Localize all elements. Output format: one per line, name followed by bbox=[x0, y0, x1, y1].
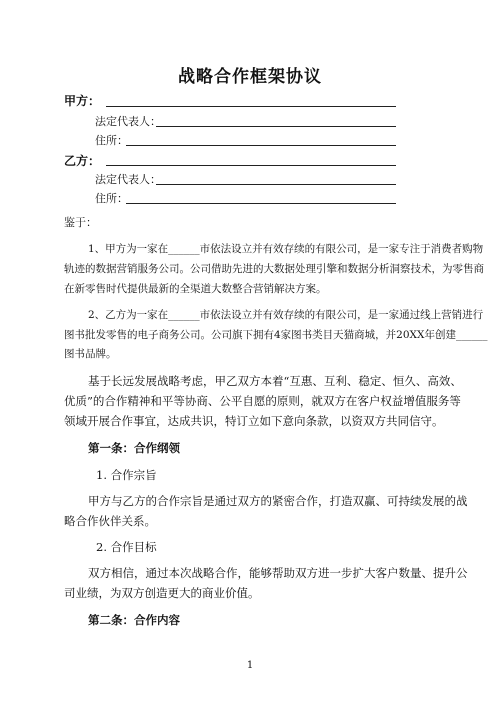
article-1-subheading: 2. 合作目标 bbox=[96, 540, 157, 554]
recital-1-line: 在新零售时代提供最新的全渠道大数整合营销解决方案。 bbox=[64, 283, 327, 295]
party-a-addr-blank bbox=[126, 145, 396, 146]
party-b-addr-blank bbox=[126, 203, 396, 204]
party-b-addr-label: 住所： bbox=[95, 192, 128, 205]
intro-line: 领域开展合作事宜，达成共识，特订立如下意向条款，以资双方共同信守。 bbox=[64, 414, 444, 428]
recital-2-line: 图书品牌。 bbox=[64, 348, 117, 360]
recital-2-line: 2、乙方为一家在______市依法设立并有效存续的有限公司，是一家通过线上营销进行 bbox=[88, 309, 484, 321]
article-2-heading: 第二条：合作内容 bbox=[88, 613, 180, 627]
party-b-label: 乙方： bbox=[64, 154, 101, 168]
page-number: 1 bbox=[246, 660, 254, 671]
party-a-label: 甲方： bbox=[64, 94, 101, 108]
party-b-blank bbox=[106, 165, 396, 166]
article-1-heading: 第一条：合作纲领 bbox=[88, 441, 180, 455]
article-1-subheading: 1. 合作宗旨 bbox=[96, 468, 157, 482]
intro-line: 基于长远发展战略考虑，甲乙双方本着“互惠、互利、稳定、恒久、高效、 bbox=[88, 374, 462, 388]
article-1-text: 双方相信，通过本次战略合作，能够帮助双方进一步扩大客户数量、提升公 bbox=[88, 566, 468, 580]
recital-1-line: 1、甲方为一家在______市依法设立并有效存续的有限公司，是一家专注于消费者购物 bbox=[88, 243, 484, 255]
party-b-rep-label: 法定代表人： bbox=[95, 173, 161, 186]
whereas-label: 鉴于： bbox=[64, 216, 97, 229]
recital-2-line: 图书批发零售的电子商务公司。公司旗下拥有4家图书类目天猫商城，并20XX年创建______ bbox=[64, 329, 488, 341]
party-a-rep-blank bbox=[156, 126, 396, 127]
document-title: 战略合作框架协议 bbox=[178, 67, 322, 87]
intro-line: 优质”的合作精神和平等协商、公平自愿的原则，就双方在客户权益增值服务等 bbox=[64, 394, 461, 408]
party-b-rep-blank bbox=[156, 184, 396, 185]
party-a-rep-label: 法定代表人： bbox=[95, 115, 161, 128]
article-1-text: 略合作伙伴关系。 bbox=[64, 514, 156, 528]
article-1-text: 甲方与乙方的合作宗旨是通过双方的紧密合作，打造双赢、可持续发展的战 bbox=[88, 494, 468, 508]
recital-1-line: 轨迹的数据营销服务公司。公司借助先进的大数据处理引擎和数据分析洞察技术，为零售商 bbox=[64, 263, 484, 275]
party-a-addr-label: 住所： bbox=[95, 134, 128, 147]
party-a-blank bbox=[106, 106, 396, 107]
article-1-text: 司业绩，为双方创造更大的商业价值。 bbox=[64, 586, 260, 600]
